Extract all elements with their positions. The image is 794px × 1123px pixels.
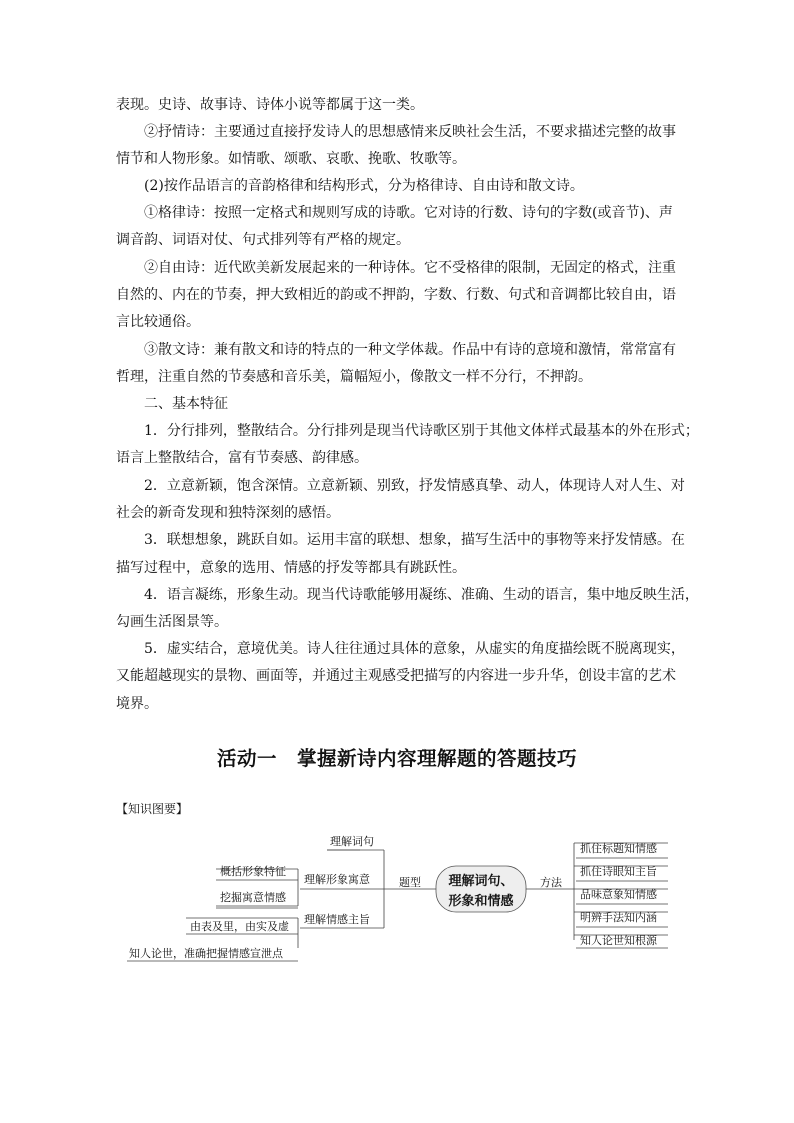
paragraph-line: 情节和人物形象。如情歌、颂歌、哀歌、挽歌、牧歌等。 [116, 151, 466, 167]
paragraph-line: ②自由诗：近代欧美新发展起来的一种诗体。它不受格律的限制，无固定的格式，注重 [144, 260, 676, 276]
paragraph-line: 4．语言凝练，形象生动。现当代诗歌能够用凝练、准确、生动的语言，集中地反映生活， [144, 587, 699, 603]
mindmap-right-connector: 方法 [540, 876, 562, 889]
paragraph-line: ①格律诗：按照一定格式和规则写成的诗歌。它对诗的行数、诗句的字数(或音节)、声 [144, 205, 673, 221]
mindmap-method-2: 抓住诗眼知主旨 [580, 865, 657, 878]
paragraph-line: 社会的新奇发现和独特深刻的感悟。 [116, 505, 340, 521]
paragraph-line: 表现。史诗、故事诗、诗体小说等都属于这一类。 [116, 97, 424, 113]
mindmap-center-line2: 形象和情感 [448, 894, 514, 909]
mindmap-branch-emotion: 理解情感主旨 [304, 913, 370, 926]
paragraph-line: 勾画生活图景等。 [116, 614, 228, 630]
mindmap-sub-emotion-2: 知人论世，准确把握情感宣泄点 [129, 947, 283, 960]
paragraph-line: 言比较通俗。 [116, 314, 200, 330]
paragraph-line: 哲理，注重自然的节奏感和音乐美，篇幅短小，像散文一样不分行，不押韵。 [116, 369, 592, 385]
paragraph-line: 调音韵、词语对仗、句式排列等有严格的规定。 [116, 232, 410, 248]
mindmap-sub-emotion-1: 由表及里，由实及虚 [190, 920, 289, 933]
mindmap-left-connector: 题型 [399, 876, 421, 889]
knowledge-mindmap [0, 820, 794, 970]
paragraph-line: 5．虚实结合，意境优美。诗人往往通过具体的意象，从虚实的角度描绘既不脱离现实， [144, 641, 685, 657]
paragraph-line: 描写过程中，意象的选用、情感的抒发等都具有跳跃性。 [116, 560, 466, 576]
mindmap-center-line1: 理解词句、 [448, 874, 514, 889]
mindmap-branch-words: 理解词句 [330, 835, 374, 848]
section-label: 【知识图要】 [116, 802, 189, 816]
paragraph-line: ③散文诗：兼有散文和诗的特点的一种文学体裁。作品中有诗的意境和激情，常常富有 [144, 342, 676, 358]
mindmap-method-3: 品味意象知情感 [580, 888, 657, 901]
paragraph-line: 自然的、内在的节奏，押大致相近的韵或不押韵，字数、行数、句式和音调都比较自由，语 [116, 287, 676, 303]
activity-heading: 活动一 掌握新诗内容理解题的答题技巧 [216, 747, 577, 770]
paragraph-line: 3．联想想象，跳跃自如。运用丰富的联想、想象，描写生活中的事物等来抒发情感。在 [144, 532, 685, 548]
mindmap-method-5: 知人论世知根源 [580, 934, 657, 947]
mindmap-method-4: 明辨手法知内涵 [580, 911, 657, 924]
paragraph-line: 又能超越现实的景物、画面等，并通过主观感受把描写的内容进一步升华，创设丰富的艺术 [116, 668, 676, 684]
subsection-heading: 二、基本特征 [144, 396, 228, 412]
paragraph-line: 2．立意新颖，饱含深情。立意新颖、别致，抒发情感真挚、动人，体现诗人对人生、对 [144, 478, 685, 494]
paragraph-line: ②抒情诗：主要通过直接抒发诗人的思想感情来反映社会生活，不要求描述完整的故事 [144, 124, 676, 140]
mindmap-method-1: 抓住标题知情感 [580, 842, 657, 855]
paragraph-line: 语言上整散结合，富有节奏感、韵律感。 [116, 450, 368, 466]
mindmap-sub-image-1: 概括形象特征 [220, 865, 286, 878]
paragraph-line: (2)按作品语言的音韵格律和结构形式，分为格律诗、自由诗和散文诗。 [144, 178, 584, 194]
paragraph-line: 1．分行排列，整散结合。分行排列是现当代诗歌区别于其他文体样式最基本的外在形式； [144, 423, 699, 439]
mindmap-branch-image: 理解形象寓意 [304, 873, 370, 886]
mindmap-sub-image-2: 挖掘寓意情感 [220, 891, 286, 904]
paragraph-line: 境界。 [116, 696, 158, 712]
